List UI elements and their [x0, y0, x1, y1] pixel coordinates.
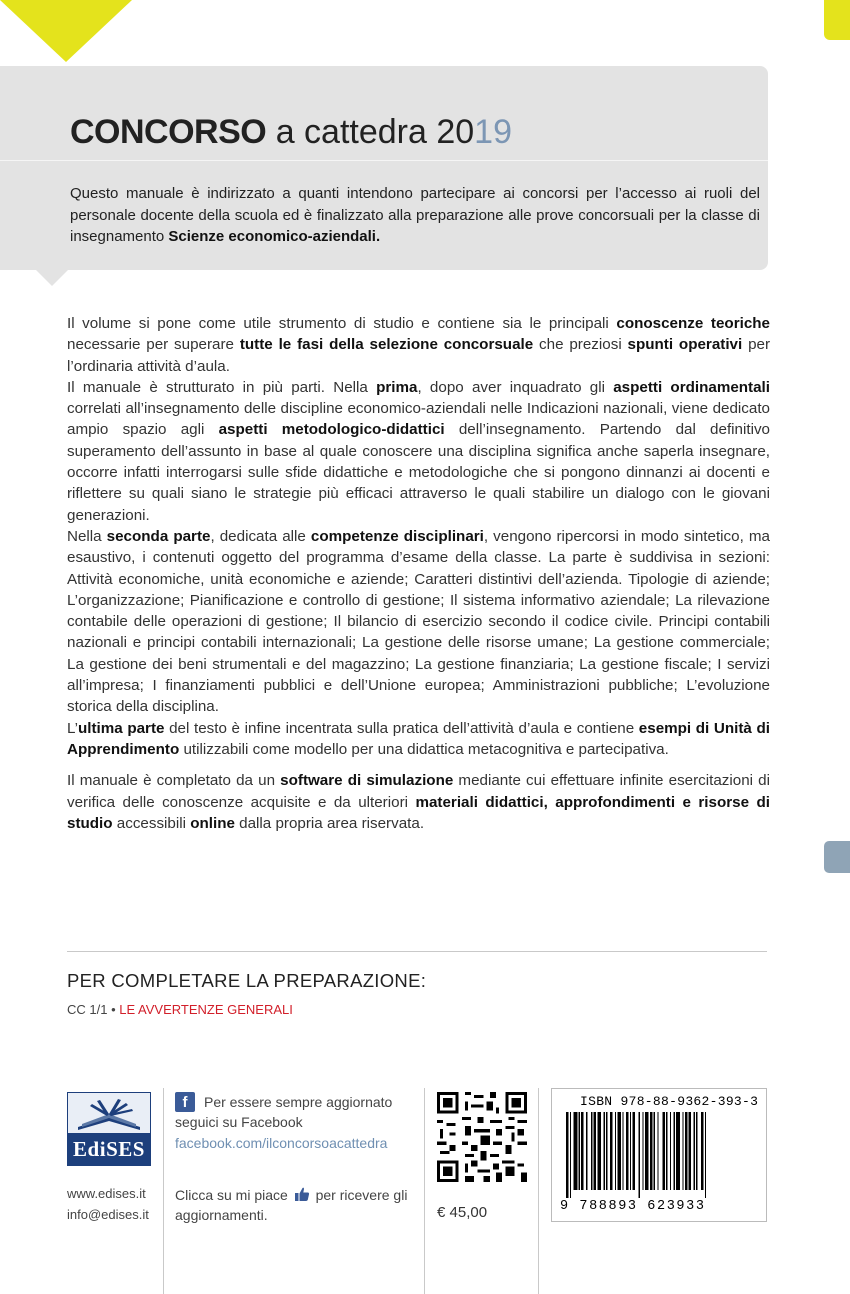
barcode-bar	[604, 1112, 605, 1190]
like-text-line2: aggiornamenti.	[175, 1207, 268, 1223]
price-label: € 45,00	[437, 1204, 488, 1221]
page-title	[70, 110, 512, 154]
text-run: per l’ordinaria attività d’aula.	[67, 336, 771, 375]
barcode-bar	[674, 1112, 675, 1190]
emphasis-text: tutte le fasi della selezione concorsuale	[239, 336, 534, 354]
emphasis-text: ultima parte	[77, 719, 165, 737]
text-run: Questo manuale è indirizzato a quanti intendono partecipare ai concorsi per l’accesso ai ruoli del personale docente della scuola ed è finalizzato alla preparazione alle prove concorsuali per la classe di insegnamento	[70, 185, 760, 245]
like-text-line1	[175, 1186, 407, 1203]
text-run: , vengono ripercorsi in modo sintetico, ma esaustivo, i contenuti oggetto del programma d’esame della classe. La parte è suddivisa in sezioni: Attività economiche, unità economiche e aziende; Caratteri distintivi dell’azienda. Tipologie di aziende; L’organizzazione; Pianificazione e controllo di gestione; Il sistema informativo aziendale; La rilevazione contabile delle operazioni di gestione; Il bilancio di esercizio secondo il codice civile. Principi contabili nazionali e principi contabili internazionali; La gestione delle risorse umane; La gestione commerciale; La gestione dei beni strumentali e del magazzino; La gestione finanziaria; La gestione fiscale; I servizi all’impresa; I finanziamenti pubblici e dell’Unione europea; Amministrazioni pubbliche; L’evoluzione storica della disciplina.	[67, 527, 770, 716]
emphasis-text: conoscenze teoriche	[616, 315, 770, 332]
side-tab-decoration	[824, 841, 850, 873]
facebook-text-line1: Per essere sempre aggiornato	[204, 1094, 393, 1110]
barcode-bar	[694, 1112, 695, 1190]
text-run: Il manuale è strutturato in più parti. Nella	[67, 378, 377, 396]
edises-logo	[67, 1092, 151, 1166]
emphasis-text: software di simulazione	[280, 772, 454, 790]
like-text-after: per ricevere gli	[315, 1187, 408, 1203]
footer-divider-3	[538, 1088, 539, 1294]
intro-text	[70, 183, 760, 248]
barcode-bar	[597, 1112, 601, 1190]
barcode-bar	[642, 1112, 643, 1190]
emphasis-text: prima	[376, 378, 418, 396]
footer-divider-1	[163, 1088, 164, 1294]
barcode-bar	[657, 1112, 658, 1190]
text-run: , dopo aver inquadrato gli	[417, 378, 614, 396]
barcode-bar	[622, 1112, 623, 1190]
text-run: necessarie per superare	[67, 336, 240, 354]
emphasis-text: esempi di Unità di Apprendimento	[67, 719, 770, 758]
text-run: accessibili	[112, 814, 191, 832]
barcode-bar	[650, 1112, 653, 1190]
corner-triangle-decoration	[0, 0, 132, 62]
emphasis-text: materiali didattici, approfondimenti e risorse di studio	[67, 793, 770, 832]
barcode-bar	[666, 1112, 667, 1190]
text-run: L’	[67, 719, 78, 737]
like-text-before: Clicca su mi piace	[175, 1187, 288, 1203]
barcode-bar	[617, 1112, 621, 1190]
text-run: dell’insegnamento. Partendo dal definitivo superamento dell’assunto in base al quale conoscere una disciplina significa anche saperla insegnare, occorre infatti interrogarsi sulle sfide didattiche e metodologiche che si pongono dinnanzi ai docenti e riflettere su quali siano le strategie più efficaci attraverso le quali stabilire un dialogo con le giovani generazioni.	[67, 421, 770, 524]
body-text	[67, 313, 770, 834]
thumbs-up-icon	[294, 1186, 310, 1202]
email-link[interactable]: info@edises.it	[67, 1207, 149, 1222]
text-run: Il manuale è completato da un	[67, 772, 281, 790]
barcode-bar	[676, 1112, 680, 1190]
emphasis-text: seconda parte	[106, 527, 211, 545]
barcode-bar	[579, 1112, 580, 1190]
section-divider	[67, 951, 767, 952]
barcode-bar	[639, 1112, 640, 1198]
isbn-label: ISBN 978-88-9362-393-3	[580, 1094, 759, 1109]
logo-wordmark: EdiSES	[68, 1133, 150, 1165]
emphasis-text: spunti operativi	[627, 336, 743, 354]
emphasis-text: competenze disciplinari	[310, 527, 484, 545]
barcode-bar	[594, 1112, 597, 1190]
barcode-bar	[581, 1112, 584, 1190]
text-run: mediante cui effettuare infinite esercitazioni di verifica delle conoscenze acquisite e da ulteriori	[67, 772, 770, 811]
barcode-bar	[685, 1112, 688, 1190]
barcode-bar	[682, 1112, 683, 1190]
book-icon	[68, 1093, 150, 1133]
barcode-bar	[591, 1112, 592, 1190]
facebook-link[interactable]: facebook.com/ilconcorsoacattedra	[175, 1135, 388, 1151]
barcode-bar	[662, 1112, 665, 1190]
barcode-bar	[689, 1112, 692, 1190]
top-right-tab-decoration	[824, 0, 850, 40]
barcode	[566, 1112, 756, 1198]
text-run: dalla propria area riservata.	[234, 814, 425, 832]
body-paragraph-3	[67, 526, 770, 718]
body-closing-paragraph	[67, 770, 770, 834]
emphasis-text: aspetti metodologico-didattici	[218, 421, 445, 439]
body-paragraph-1	[67, 313, 770, 377]
emphasis-text: aspetti ordinamentali	[613, 378, 770, 396]
complete-preparation-title: PER COMPLETARE LA PREPARAZIONE:	[67, 970, 427, 991]
barcode-bar	[630, 1112, 631, 1190]
barcode-bar	[654, 1112, 655, 1190]
barcode-bar	[606, 1112, 607, 1190]
barcode-digits: 9 788893 623933	[560, 1199, 706, 1214]
emphasis-text: online	[190, 814, 235, 832]
barcode-bar	[632, 1112, 635, 1190]
logo-book-area	[68, 1093, 150, 1133]
text-run: correlati all’insegnamento delle discipline economico-aziendali nelle Indicazioni nazionali, viene dedicato ampio spazio agli	[67, 400, 770, 439]
body-paragraph-4	[67, 718, 770, 761]
barcode-bar	[610, 1112, 613, 1190]
text-run: , dedicata alle	[210, 527, 311, 545]
facebook-text-line2: seguici su Facebook	[175, 1114, 303, 1130]
text-run: che preziosi	[533, 336, 628, 354]
text-run: Nella	[67, 527, 107, 545]
facebook-icon: f	[175, 1092, 195, 1112]
title-accent: 19	[474, 113, 512, 151]
emphasis-text: Scienze economico-aziendali.	[168, 228, 381, 245]
barcode-bar	[705, 1112, 706, 1198]
text-run: utilizzabili come modello per una didattica metacognitiva e partecipativa.	[179, 740, 669, 758]
paragraph-gap	[67, 760, 770, 770]
header-divider	[0, 160, 768, 161]
footer-divider-2	[424, 1088, 425, 1294]
qr-code[interactable]	[437, 1092, 527, 1182]
barcode-bar	[701, 1112, 704, 1190]
body-paragraph-2	[67, 377, 770, 526]
series-line	[67, 1002, 293, 1017]
barcode-bar	[566, 1112, 569, 1198]
barcode-bar	[670, 1112, 671, 1190]
website-link[interactable]: www.edises.it	[67, 1186, 146, 1201]
series-title-link[interactable]: LE AVVERTENZE GENERALI	[119, 1002, 293, 1017]
text-run: Il volume si pone come utile strumento di studio e contiene sia le principali	[67, 315, 617, 332]
barcode-bar	[574, 1112, 578, 1190]
barcode-bar	[626, 1112, 629, 1190]
barcode-bar	[645, 1112, 649, 1190]
barcode-bar	[586, 1112, 587, 1190]
barcode-bar	[615, 1112, 616, 1190]
barcode-bar	[570, 1112, 571, 1198]
title-bold: CONCORSO	[70, 113, 267, 151]
barcode-bar	[696, 1112, 697, 1190]
header-notch	[36, 270, 68, 286]
title-normal: a cattedra 20	[275, 113, 475, 151]
series-code: CC 1/1 •	[67, 1002, 120, 1017]
text-run: del testo è infine incentrata sulla pratica dell’attività d’aula e contiene	[164, 719, 639, 737]
